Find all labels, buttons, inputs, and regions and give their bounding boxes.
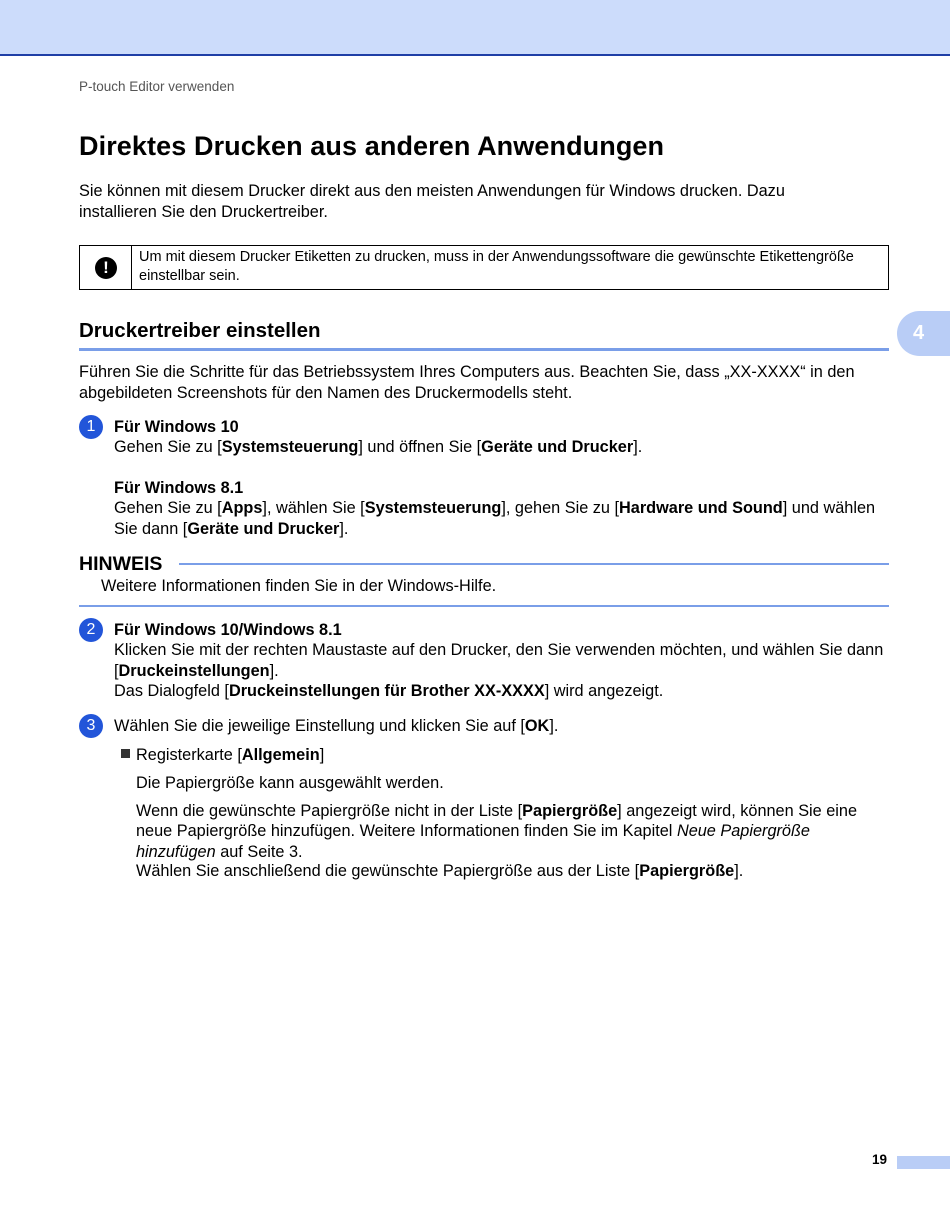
- note-text: Weitere Informationen finden Sie in der Windows-Hilfe.: [101, 577, 497, 595]
- subsection-rule: [79, 348, 889, 351]
- subsection-title: Druckertreiber einstellen: [79, 319, 321, 342]
- exclamation-icon: !: [95, 257, 117, 279]
- tab-general-paragraph-3: Wählen Sie anschließend die gewünschte Papiergröße aus der Liste [Papiergröße].: [136, 862, 744, 880]
- running-header: P-touch Editor verwenden: [79, 79, 235, 94]
- chapter-tab: 4: [897, 311, 950, 356]
- step-1-windows10: [114, 417, 889, 458]
- caution-icon-cell: [80, 246, 132, 289]
- section-title: Direktes Drucken aus anderen Anwendungen: [79, 131, 665, 161]
- note-title: HINWEIS: [79, 553, 163, 575]
- step-2-heading: Für Windows 10/Windows 8.1: [114, 621, 342, 639]
- step-2-number: 2: [79, 618, 103, 642]
- step-2-line-2: Das Dialogfeld [Druckeinstellungen für Brother XX-XXXX] wird angezeigt.: [114, 681, 664, 700]
- page-number: 19: [872, 1152, 888, 1167]
- step-1-windows10-heading: Für Windows 10: [114, 418, 239, 436]
- page-number-bar: [897, 1156, 950, 1169]
- section-intro: Sie können mit diesem Drucker direkt aus den meisten Anwendungen für Windows drucken. Dazu installieren Sie den Druckertreiber.: [79, 182, 785, 221]
- step-1-windows10-text: Gehen Sie zu [Systemsteuerung] und öffnen Sie [Geräte und Drucker].: [114, 438, 643, 457]
- tab-general-label: Registerkarte [Allgemein]: [136, 746, 325, 764]
- subsection-intro: Führen Sie die Schritte für das Betriebssystem Ihres Computers aus. Beachten Sie, dass „XX-XXXX“ in den abgebildeten Screenshots für den Namen des Druckermodells steht.: [79, 363, 855, 402]
- step-3-number: 3: [79, 714, 103, 738]
- step-1-windows81-heading: Für Windows 8.1: [114, 479, 244, 497]
- tab-general-paragraph-1: Die Papiergröße kann ausgewählt werden.: [136, 774, 444, 792]
- step-1-number: 1: [79, 415, 103, 439]
- square-bullet-icon: [121, 749, 130, 758]
- caution-text: Um mit diesem Drucker Etiketten zu drucken, muss in der Anwendungssoftware die gewünschte Etikettengröße einstellbar sein.: [139, 249, 854, 284]
- step-3-text: Wählen Sie die jeweilige Einstellung und klicken Sie auf [OK].: [114, 717, 559, 735]
- step-2-content: [114, 620, 889, 701]
- step-2-line-1: Klicken Sie mit der rechten Maustaste auf den Drucker, den Sie verwenden möchten, und wählen Sie dann [Druckeinstellungen].: [114, 641, 884, 680]
- step-1-windows81-text: Gehen Sie zu [Apps], wählen Sie [Systemsteuerung], gehen Sie zu [Hardware und Sound] und wählen Sie dann [Geräte und Drucker].: [114, 499, 876, 538]
- tab-general-paragraph-2: Wenn die gewünschte Papiergröße nicht in der Liste [Papiergröße] angezeigt wird, können Sie eine neue Papiergröße hinzufügen. Weitere Informationen finden Sie im Kapitel Neue Papiergröße hinzufügen auf Seite 3.: [136, 802, 858, 861]
- step-1-windows81: [114, 478, 889, 539]
- note-bottom-rule: [79, 605, 889, 607]
- top-header-band: [0, 0, 950, 56]
- note-title-rule: [179, 563, 889, 565]
- caution-box: [79, 245, 889, 290]
